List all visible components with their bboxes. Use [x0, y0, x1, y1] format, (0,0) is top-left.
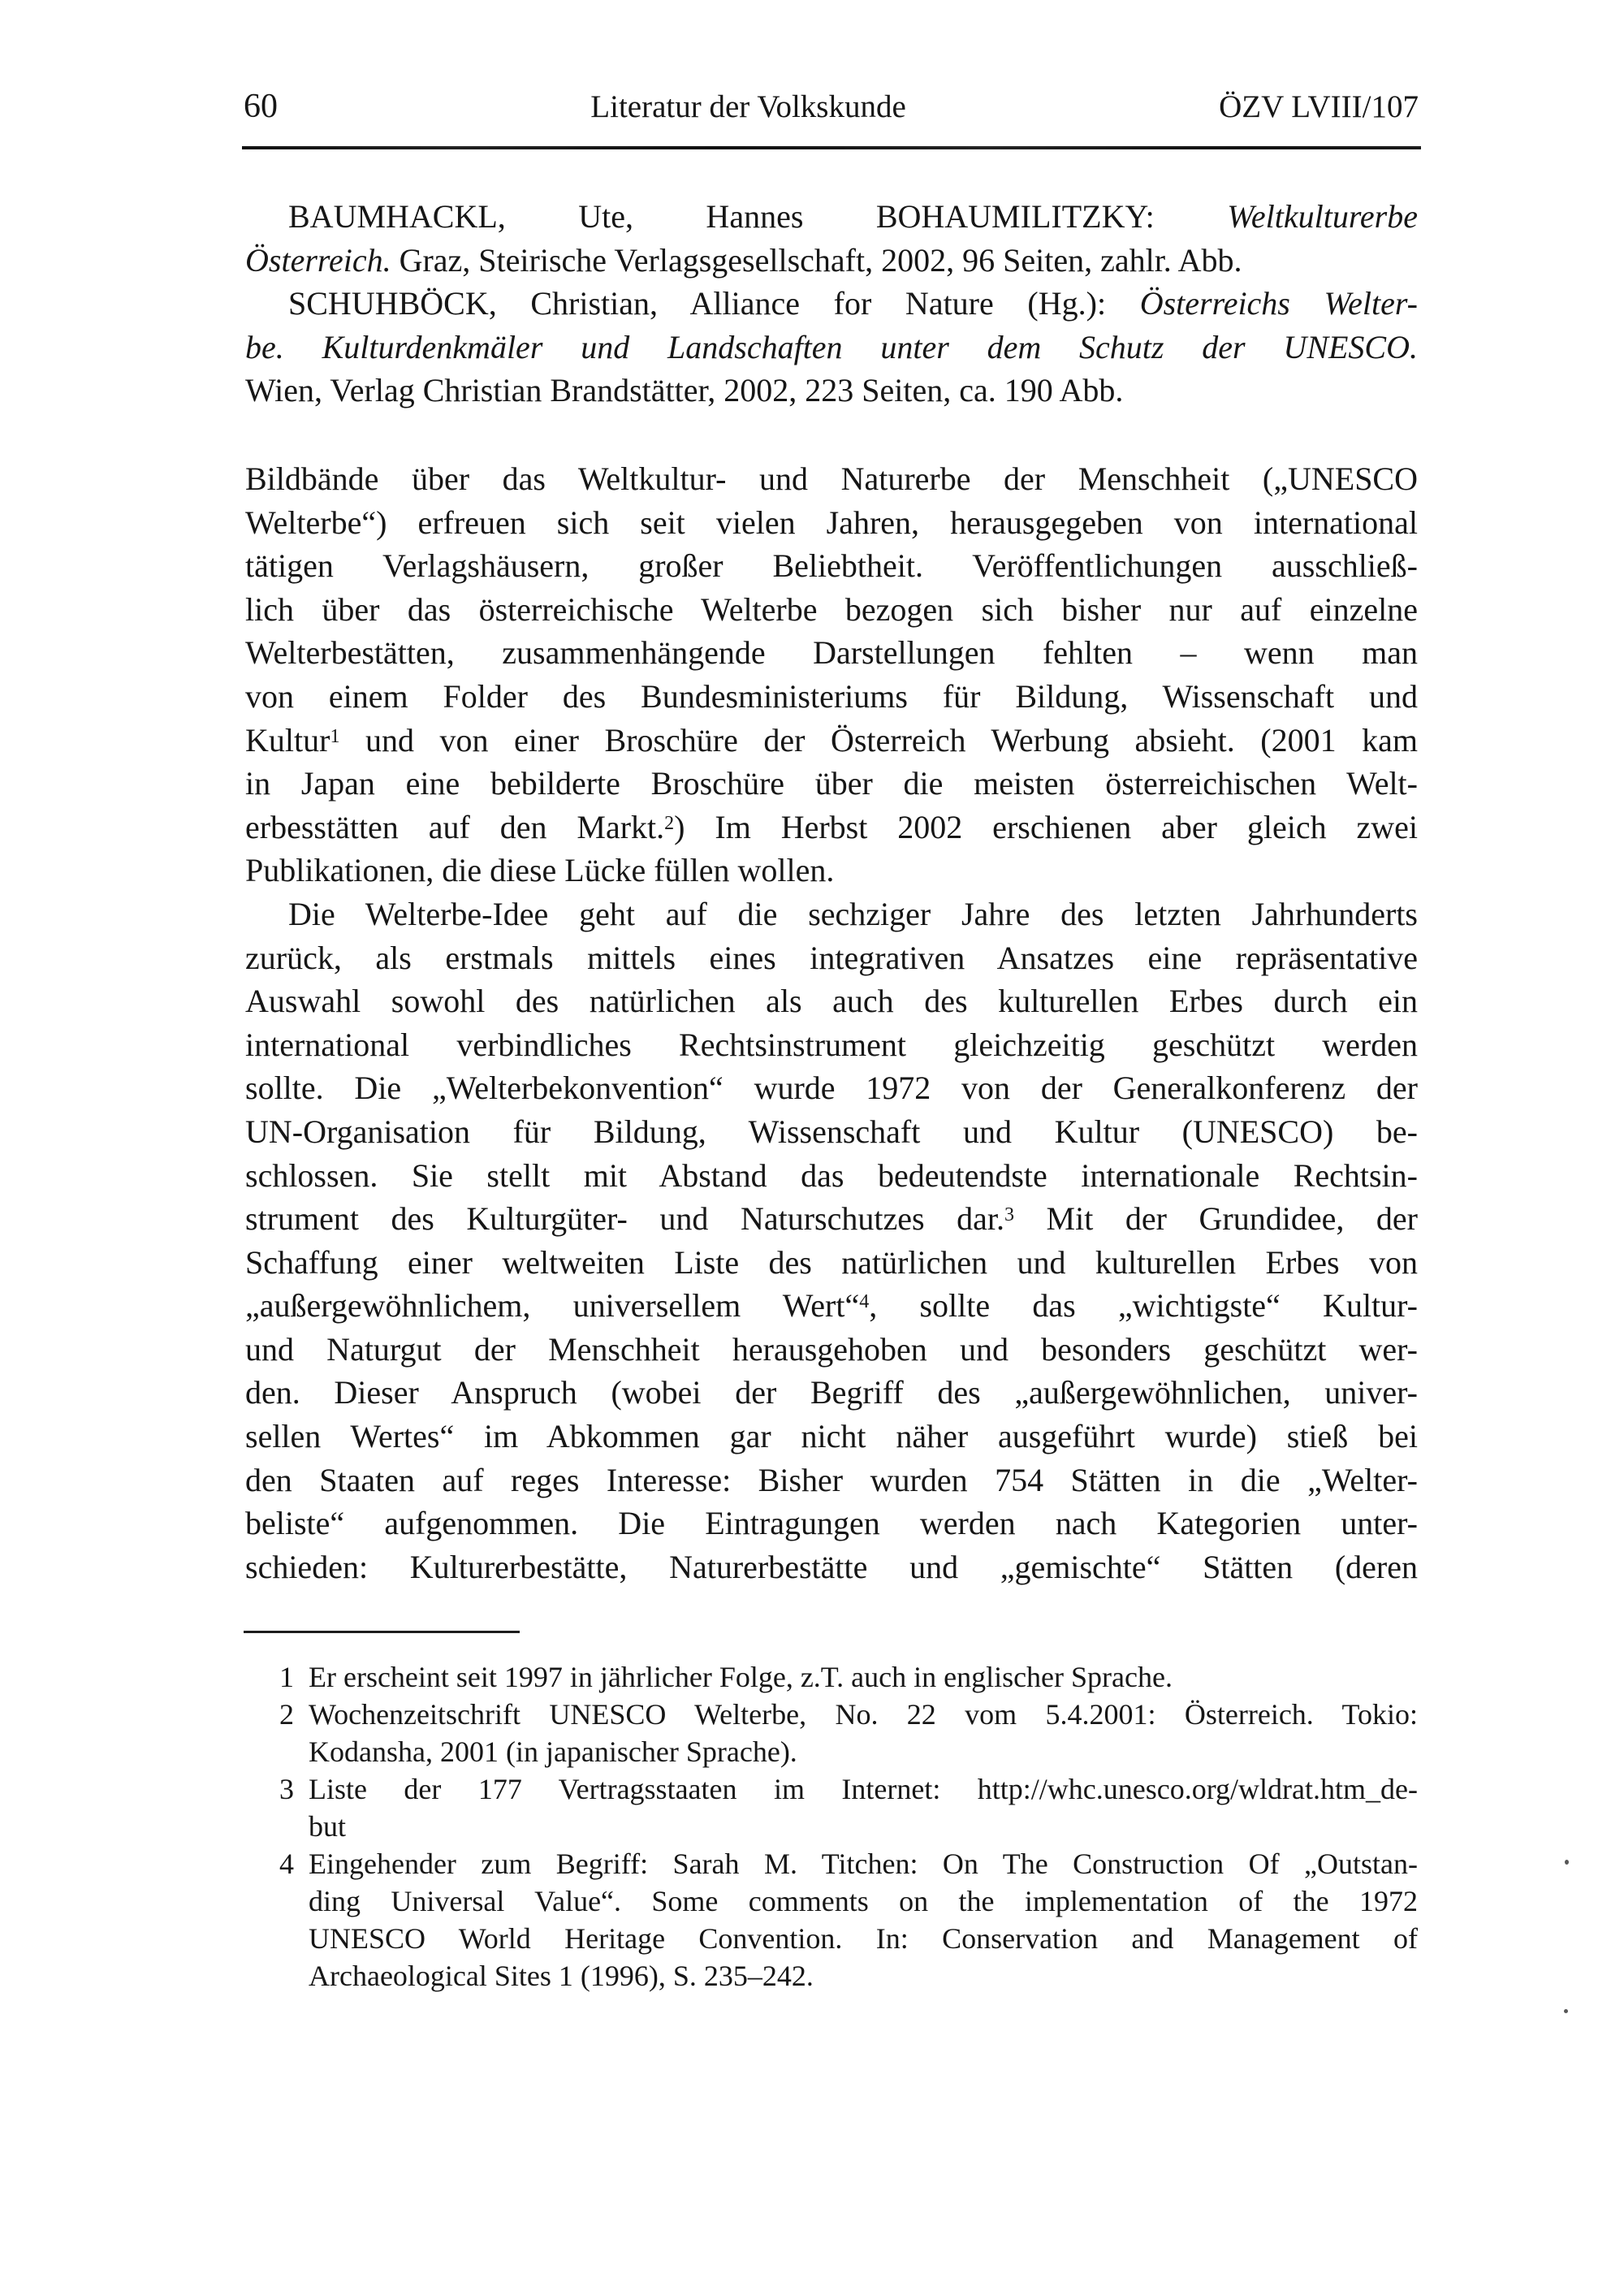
footnote-text: Wochenzeitschrift UNESCO Welterbe, No. 22 vom 5.4.2001: Österreich. Tokio:	[309, 1698, 1418, 1731]
text-segment: BAUMHACKL, Ute, Hannes BOHAUMILITZKY:	[288, 198, 1228, 235]
text-segment: be. Kulturdenkmäler und Landschaften unter dem Schutz der UNESCO.	[245, 328, 1418, 365]
footnote-line	[245, 1957, 1418, 1995]
text-segment: lich über das österreichische Welterbe bezogen sich bisher nur auf einzelne	[245, 590, 1418, 628]
text-line	[245, 806, 1418, 849]
text-segment: von einem Folder des Bundesministeriums für Bildung, Wissenschaft und	[245, 677, 1418, 715]
text-line	[245, 1241, 1418, 1285]
text-line	[245, 326, 1418, 370]
text-segment: SCHUHBÖCK, Christian, Alliance for Nature (Hg.):	[288, 285, 1140, 322]
footnote-number: 3	[279, 1773, 294, 1805]
text-line	[245, 675, 1418, 719]
page-number: 60	[244, 88, 278, 125]
text-segment: und von einer Broschüre der Österreich Werbung absieht. (2001 kam	[339, 721, 1418, 759]
text-segment: in Japan eine bebilderte Broschüre über die meisten österreichischen Welt-	[245, 765, 1418, 802]
text-segment: den Staaten auf reges Interesse: Bisher wurden 754 Stätten in die „Welter-	[245, 1461, 1418, 1498]
text-line	[245, 979, 1418, 1023]
text-line	[245, 369, 1418, 413]
footnote-ref: 3	[1004, 1204, 1014, 1226]
text-segment: strument des Kulturgüter- und Naturschutzes dar.	[245, 1200, 1004, 1238]
footnote-line	[245, 1845, 1418, 1882]
footnote-number: 1	[279, 1661, 294, 1693]
footnote-ref: 1	[330, 725, 340, 747]
text-segment: tätigen Verlagshäusern, großer Beliebtheit. Veröffentlichungen ausschließ-	[245, 547, 1418, 585]
footnote-text: but	[309, 1810, 347, 1843]
footnote-number: 2	[279, 1698, 294, 1731]
footnote-text: Archaeological Sites 1 (1996), S. 235–242.	[309, 1960, 814, 1992]
text-line	[245, 195, 1418, 239]
text-segment: Publikationen, die diese Lücke füllen wollen.	[245, 852, 835, 889]
text-segment: sellen Wertes“ im Abkommen gar nicht näher ausgeführt wurde) stieß bei	[245, 1418, 1418, 1455]
footnote-ref: 2	[664, 812, 675, 834]
text-line	[245, 1545, 1418, 1589]
page-header	[244, 88, 1419, 126]
text-line	[245, 544, 1418, 588]
text-segment: Auswahl sowohl des natürlichen als auch des kulturellen Erbes durch ein	[245, 983, 1418, 1020]
text-segment: Österreichs Welter-	[1139, 285, 1418, 322]
text-segment: den. Dieser Anspruch (wobei der Begriff des „außergewöhnlichen, univer-	[245, 1374, 1418, 1411]
running-title: Literatur der Volkskunde	[590, 89, 906, 124]
text-line	[245, 849, 1418, 892]
footnote-line	[245, 1882, 1418, 1920]
footnote-number: 4	[279, 1848, 294, 1880]
review-body	[245, 457, 1418, 1588]
scan-speck	[1565, 1860, 1569, 1865]
text-segment: Mit der Grundidee, der	[1013, 1200, 1418, 1238]
footnote-text: Kodansha, 2001 (in japanischer Sprache).	[309, 1735, 797, 1768]
footnotes	[245, 1658, 1418, 1995]
text-line	[245, 1284, 1418, 1328]
text-line	[245, 631, 1418, 675]
footnote-line	[245, 1733, 1418, 1770]
text-segment: Welterbe“) erfreuen sich seit vielen Jahren, herausgegeben von international	[245, 504, 1418, 541]
text-line	[245, 1110, 1418, 1154]
text-segment: Österreich.	[245, 241, 391, 279]
header-rule	[242, 146, 1421, 149]
text-segment: „außergewöhnlichem, universellem Wert“	[245, 1287, 860, 1325]
text-line	[245, 1023, 1418, 1067]
text-segment: Kultur	[245, 721, 330, 759]
text-segment: Bildbände über das Weltkultur- und Naturerbe der Menschheit („UNESCO	[245, 460, 1418, 497]
text-line	[245, 1154, 1418, 1198]
text-segment: international verbindliches Rechtsinstrument gleichzeitig geschützt werden	[245, 1026, 1418, 1063]
text-segment: erbesstätten auf den Markt.	[245, 808, 665, 845]
text-segment: Wien, Verlag Christian Brandstätter, 2002, 223 Seiten, ca. 190 Abb.	[245, 372, 1124, 409]
footnote-text: Er erscheint seit 1997 in jährlicher Folge, z.T. auch in englischer Sprache.	[309, 1661, 1173, 1693]
text-segment: Welterbestätten, zusammenhängende Darstellungen fehlten – wenn man	[245, 634, 1418, 672]
text-segment: beliste“ aufgenommen. Die Eintragungen werden nach Kategorien unter-	[245, 1505, 1418, 1542]
text-line	[245, 1328, 1418, 1372]
footnote-text: Liste der 177 Vertragsstaaten im Internet: http://whc.unesco.org/wldrat.htm_de-	[309, 1773, 1418, 1805]
footnote-text: UNESCO World Heritage Convention. In: Conservation and Management of	[309, 1922, 1418, 1955]
bibliography-entries	[245, 195, 1418, 413]
text-line	[245, 1415, 1418, 1459]
text-line	[245, 1197, 1418, 1241]
text-segment: und Naturgut der Menschheit herausgehoben und besonders geschützt wer-	[245, 1330, 1418, 1368]
text-segment: Schaffung einer weltweiten Liste des natürlichen und kulturellen Erbes von	[245, 1243, 1418, 1281]
footnote-ref: 4	[859, 1291, 870, 1313]
issue-label: ÖZV LVIII/107	[1219, 89, 1419, 124]
text-line	[245, 1371, 1418, 1415]
footnote-line	[245, 1920, 1418, 1957]
text-line	[245, 762, 1418, 806]
text-segment: Graz, Steirische Verlagsgesellschaft, 2002, 96 Seiten, zahlr. Abb.	[391, 241, 1242, 279]
footnote-line	[245, 1770, 1418, 1808]
text-segment: Die Welterbe-Idee geht auf die sechziger Jahre des letzten Jahrhunderts	[288, 895, 1418, 932]
footnote-text: Eingehender zum Begriff: Sarah M. Titchen: On The Construction Of „Outstan-	[309, 1848, 1418, 1880]
text-segment: , sollte das „wichtigste“ Kultur-	[869, 1287, 1419, 1325]
text-segment: ) Im Herbst 2002 erschienen aber gleich zwei	[674, 808, 1419, 845]
text-line	[245, 588, 1418, 632]
text-segment: zurück, als erstmals mittels eines integrativen Ansatzes eine repräsentative	[245, 939, 1418, 976]
scan-speck	[1564, 2009, 1568, 2013]
text-line	[245, 1459, 1418, 1502]
footnote-line	[245, 1658, 1418, 1696]
text-segment: Weltkulturerbe	[1227, 198, 1418, 235]
text-segment: schlossen. Sie stellt mit Abstand das bedeutendste internationale Rechtsin-	[245, 1156, 1418, 1194]
text-line	[245, 457, 1418, 501]
text-line	[245, 239, 1418, 283]
text-segment: sollte. Die „Welterbekonvention“ wurde 1972 von der Generalkonferenz der	[245, 1070, 1418, 1107]
text-line	[245, 282, 1418, 326]
text-line	[245, 719, 1418, 763]
text-line	[245, 892, 1418, 936]
text-segment: schieden: Kulturerbestätte, Naturerbestätte und „gemischte“ Stätten (deren	[245, 1548, 1418, 1585]
text-line	[245, 501, 1418, 545]
footnote-text: ding Universal Value“. Some comments on the implementation of the 1972	[309, 1885, 1418, 1917]
text-line	[245, 936, 1418, 980]
text-line	[245, 1502, 1418, 1545]
footnote-line	[245, 1696, 1418, 1733]
footnote-separator	[244, 1631, 520, 1633]
text-segment: UN-Organisation für Bildung, Wissenschaft und Kultur (UNESCO) be-	[245, 1113, 1418, 1150]
footnote-line	[245, 1808, 1418, 1845]
text-line	[245, 1066, 1418, 1110]
